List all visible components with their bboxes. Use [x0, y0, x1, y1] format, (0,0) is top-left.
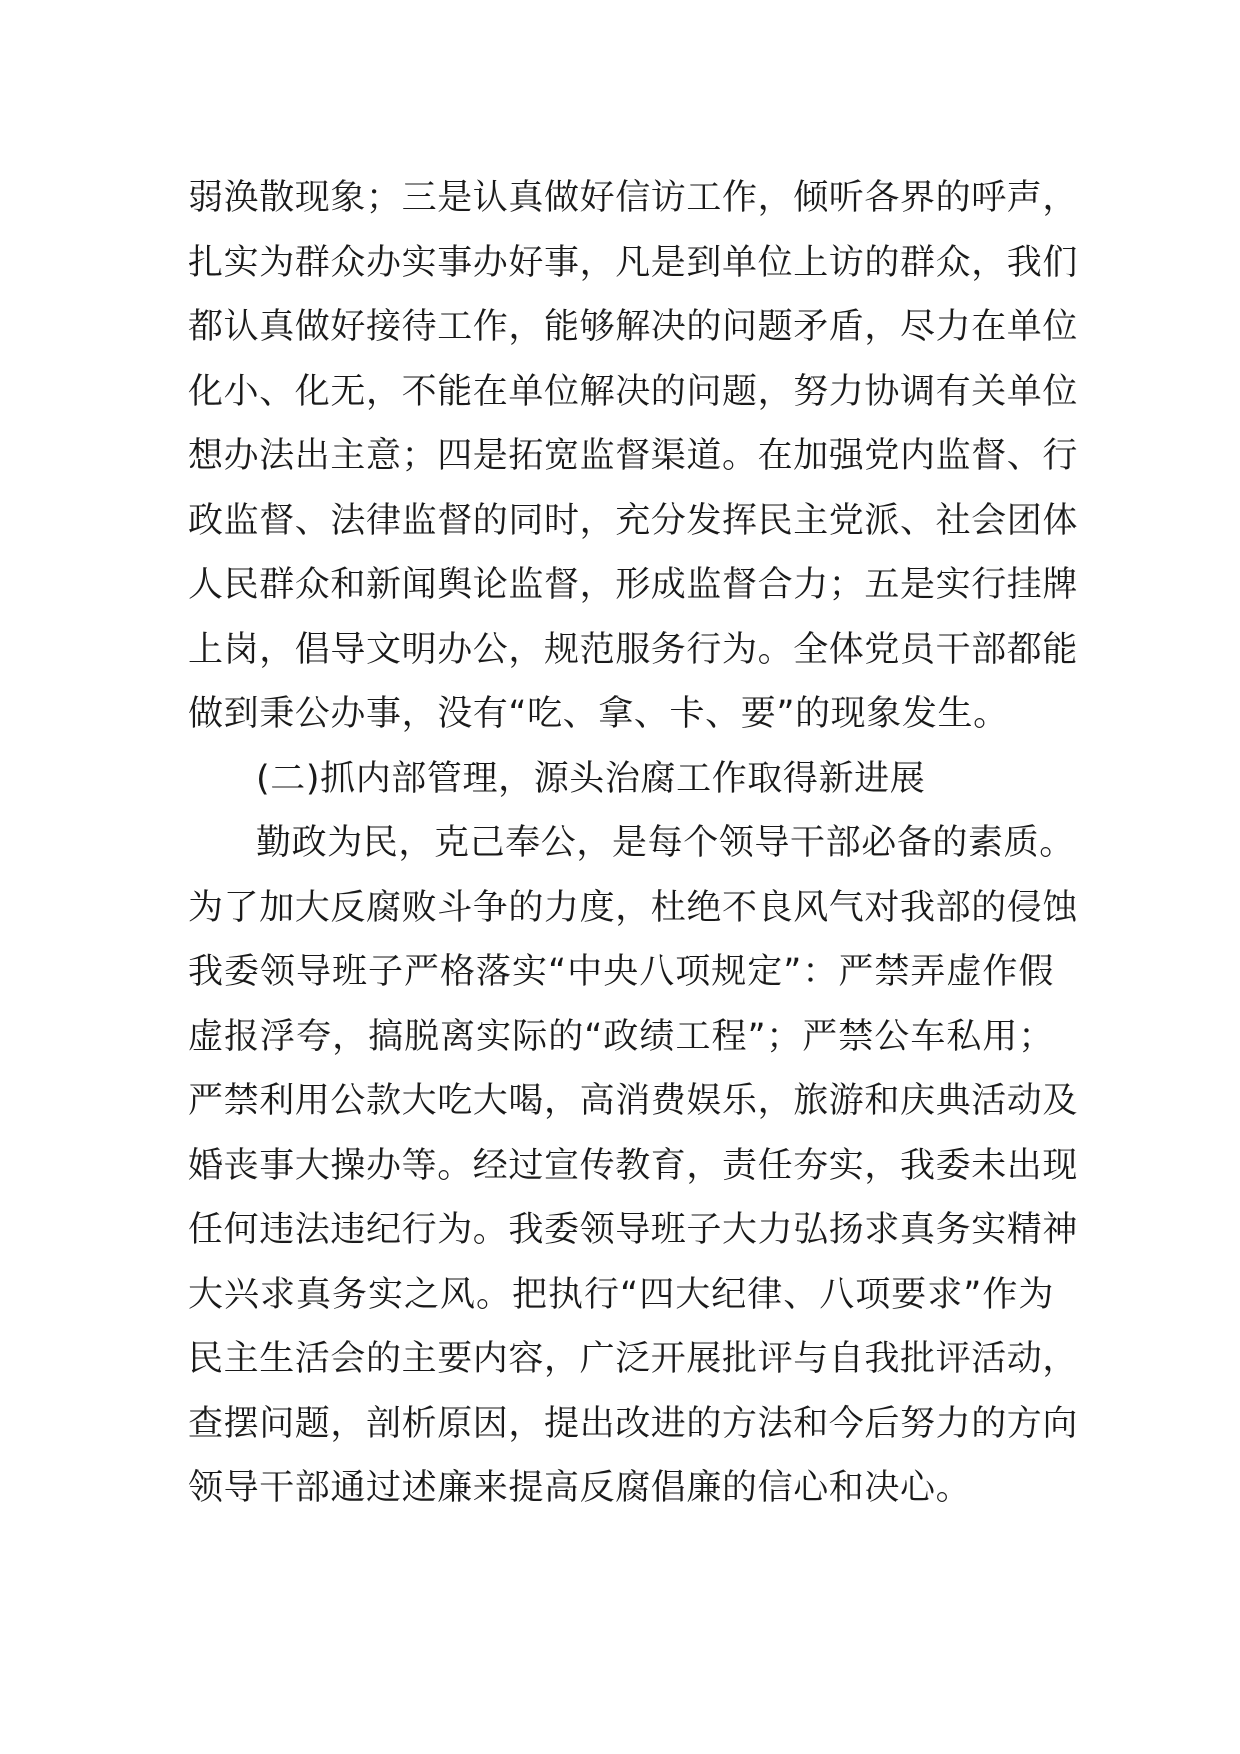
paragraph-line: 查摆问题，剖析原因，提出改进的方法和今后努力的方向: [188, 1403, 1079, 1444]
paragraph-line: 人民群众和新闻舆论监督，形成监督合力；五是实行挂牌: [188, 565, 1079, 605]
paragraph-line: 做到秉公办事，没有“吃、拿、卡、要”的现象发生。: [188, 694, 1009, 734]
section-heading: (二)抓内部管理，源头治腐工作取得新进展: [256, 758, 926, 799]
paragraph-line: 虚报浮夸，搞脱离实际的“政绩工程”；严禁公车私用；: [188, 1016, 1054, 1057]
paragraph-line: 都认真做好接待工作，能够解决的问题矛盾，尽力在单位: [188, 307, 1079, 347]
paragraph-line: 领导干部通过述廉来提高反腐倡廉的信心和决心。: [188, 1468, 972, 1508]
paragraph-line: 严禁利用公款大吃大喝，高消费娱乐，旅游和庆典活动及: [188, 1081, 1079, 1121]
paragraph-line: 为了加大反腐败斗争的力度，杜绝不良风气对我部的侵蚀: [188, 887, 1079, 928]
paragraph-line: 勤政为民，克己奉公，是每个领导干部必备的素质。: [256, 823, 1075, 863]
paragraph-line: 上岗，倡导文明办公，规范服务行为。全体党员干部都能: [188, 629, 1079, 670]
paragraph-line: 化小、化无，不能在单位解决的问题，努力协调有关单位: [188, 371, 1079, 412]
document-body: [188, 166, 1079, 1521]
paragraph-line: 民主生活会的主要内容，广泛开展批评与自我批评活动，: [188, 1339, 1079, 1379]
paragraph-line: 扎实为群众办实事办好事，凡是到单位上访的群众，我们: [188, 242, 1079, 283]
paragraph-line: 弱涣散现象；三是认真做好信访工作，倾听各界的呼声，: [188, 178, 1079, 218]
paragraph-line: 婚丧事大操办等。经过宣传教育，责任夯实，我委未出现: [188, 1145, 1079, 1186]
paragraph-line: 我委领导班子严格落实“中央八项规定”：严禁弄虚作假: [188, 952, 1054, 992]
paragraph-line: 大兴求真务实之风。把执行“四大纪律、八项要求”作为: [188, 1274, 1054, 1315]
paragraph-line: 政监督、法律监督的同时，充分发挥民主党派、社会团体: [188, 500, 1079, 541]
paragraph-line: 任何违法违纪行为。我委领导班子大力弘扬求真务实精神: [188, 1210, 1079, 1250]
paragraph-line: 想办法出主意；四是拓宽监督渠道。在加强党内监督、行: [188, 436, 1079, 476]
